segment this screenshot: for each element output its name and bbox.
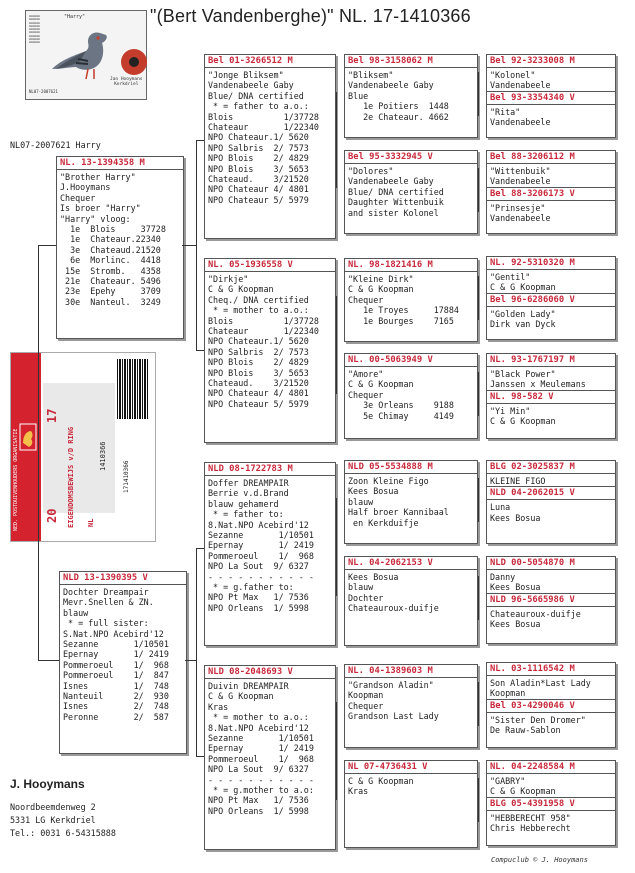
pedigree-line: * = father to: [208,509,284,520]
pedigree-line: Pommeroeul 1/ 847 [63,670,169,681]
pedigree-line: 1e Chateaur.22340 [60,234,161,245]
gg-grandparent-pair-6: NLD 00-5054870 M Danny Kees Bosua NLD 96-5665986 V Chateauroux-duifje Kees Bosua [486,556,616,644]
pedigree-line: Chequer [60,192,96,203]
pedigree-line: NPO Blois 2/ 4829 [208,357,309,368]
pedigree-line: 1e Poitiers 1448 [348,101,449,112]
pedigree-line: 1e Troyes 17884 [348,305,459,316]
pedigree-line: KLEINE FIGO [490,476,546,486]
grandparent-box-3: NLD 08-1722783 M Doffer DREAMPAIR Berrie v.d.Brand blauw gehamerd * = father to: 8.Nat.NPO Acebird'12 Sezanne 1/10501 Epernay 1/ 2419 Pommeroeul 1/ 968 NPO La Sout 9/ 6327 - - - - - - - - - - - * = g.father to: NPO Pt Max 1/ 7536 NPO Orleans 1/ 5998 [204,462,336,646]
pedigree-line: NPO Chateaur 5/ 5979 [208,194,309,205]
pedigree-line: Chateaur 1/22340 [208,326,319,337]
pedigree-line: Epernay 1/ 2419 [63,649,169,660]
pedigree-line: Dochter Dreampair [63,587,149,597]
pedigree-line: Blue/ DNA certified [208,90,304,101]
pedigree-line: 21e Chateaur. 5496 [60,276,161,287]
pedigree-line: "Kolonel" [490,70,536,80]
pedigree-line: Kees Bosua [490,619,541,630]
pedigree-line: NPO La Sout 9/ 6327 [208,764,309,775]
pedigree-line: 2e Chateaur. 4662 [348,111,449,122]
great-grandparent-box-2: Bel 95-3332945 V "Dolores" Vandenabeele Gaby Blue/ DNA certified Daughter Wittenbuik and sister Kolonel [344,150,478,234]
pedigree-line: Pommeroeul 1/ 968 [208,550,314,561]
pedigree-line: "Harry" vloog: [60,213,131,224]
pedigree-line: 3e Chateaud.21520 [60,244,161,255]
pedigree-line: Vandenabeele Gaby [348,80,434,91]
pedigree-line: Kees Bosua [490,582,541,593]
pedigree-line: and sister Kolonel [348,207,439,218]
page-title: "(Bert Vandenberghe)" NL. 17-1410366 [150,6,471,26]
pedigree-line: NPO Orleans 1/ 5998 [208,805,309,816]
pedigree-line: "Yi Min" [490,405,531,416]
pedigree-line: 8.Nat.NPO Acebird'12 [208,519,309,530]
pedigree-line: Chateauroux-duifje [348,603,439,614]
ring-country: NL [87,518,95,527]
pedigree-line: NPO Salbris 2/ 7573 [208,142,309,153]
pedigree-line: NPO Chateaur.1/ 5620 [208,132,309,143]
pedigree-line: C & G Koopman [490,786,556,797]
pedigree-line: Peronne 2/ 587 [63,711,169,722]
pedigree-line: Chris Hebberecht [490,823,571,834]
pedigree-line: 1e Blois 37728 [60,224,166,235]
pedigree-line: Sezanne 1/10501 [208,530,314,541]
pedigree-line: "Jonge Bliksem" [208,70,284,80]
pedigree-line: C & G Koopman [348,379,414,390]
pedigree-line: Doffer DREAMPAIR [208,478,289,488]
ring-label: EIGENDOMSBEWIJS v/D RING [67,426,75,528]
pedigree-line: Chateaud. 3/21520 [208,378,309,389]
pedigree-line: Duivin DREAMPAIR [208,681,289,691]
pedigree-line: NPO Chateaur 4/ 4801 [208,388,309,399]
pedigree-line: Berrie v.d.Brand [208,488,289,499]
pedigree-line: Janssen x Meulemans [490,379,586,390]
pedigree-line: "GABRY" [490,776,526,786]
grandparent-box-1: Bel 01-3266512 M "Jonge Bliksem" Vandenabeele Gaby Blue/ DNA certified * = father to a.o.: Blois 1/37728 Chateaur 1/22340 NPO Chateaur.1/ 5620 NPO Salbris 2/ 7573 NPO Blois 2/ 4829 NPO Blois 3/ 5653 Chateaud. 3/21520 NPO Chateaur 4/ 4801 NPO Chateaur 5/ 5979 [204,54,336,239]
pedigree-line: De Rauw-Sablon [490,725,561,736]
pedigree-line: * = g.father to: [208,582,294,593]
pedigree-line: Blue/ DNA certified [348,186,444,197]
pedigree-line: Sezanne 1/10501 [208,733,314,744]
pedigree-line: Mevr.Snellen & ZN. [63,597,154,608]
pedigree-line: "Dolores" [348,166,394,176]
pedigree-line: Nanteuil 2/ 930 [63,691,169,702]
pedigree-line: 23e Epehy 3709 [60,286,161,297]
pedigree-line: J.Hooymans [60,182,111,193]
ring-number: 1410366 [99,441,107,471]
pedigree-line: Chequer [348,700,384,711]
pedigree-line: NPO Orleans 1/ 5998 [208,602,309,613]
pedigree-line: "Dirkje" [208,274,249,284]
pigeon-icon [48,25,118,85]
pedigree-line: blauw gehamerd [208,498,279,509]
pedigree-line: blauw [348,582,374,593]
pedigree-line: "Gentil" [490,272,531,282]
pedigree-line: Pommeroeul 1/ 968 [63,659,169,670]
pedigree-line: Kras [348,786,369,797]
pedigree-line: Vandenabeele Gaby [348,176,434,187]
dam-ring: NLD 13-1390395 V [60,572,186,585]
gg-grandparent-pair-4: NL. 93-1767197 M "Black Power" Janssen x Meulemans NL. 98-582 V "Yi Min" C & G Koopman [486,353,616,439]
great-grandparent-box-7: NL. 04-1389603 M "Grandson Aladin" Koopman Chequer Grandson Last Lady [344,664,478,748]
gg-grandparent-pair-1: Bel 92-3233008 M "Kolonel" Vandenabeele Bel 93-3354340 V "Rita" Vandenabeele [486,54,616,138]
lion-emblem-icon [19,423,37,451]
pedigree-line: NPO Chateaur 5/ 5979 [208,398,309,409]
pedigree-line: C & G Koopman [348,776,414,786]
pedigree-line: blauw [348,496,374,507]
pedigree-line: Vandenabeele [490,213,551,224]
pedigree-line: Kras [208,701,229,712]
pedigree-line: C & G Koopman [208,284,274,295]
ring-barcode-number: 171410366 [123,460,130,493]
photo-pigeon-name: "Harry" [64,14,86,20]
pedigree-line: NPO Blois 3/ 5653 [208,367,309,378]
pedigree-line: NPO Blois 2/ 4829 [208,153,309,164]
pedigree-line: Isnes 1/ 748 [63,680,169,691]
pedigree-line: Cheq./ DNA certified [208,294,309,305]
pedigree-line: 8.Nat.NPO Acebird'12 [208,722,309,733]
barcode-icon [117,359,149,419]
great-grandparent-box-1: Bel 98-3158062 M "Bliksem" Vandenabeele Gaby Blue 1e Poitiers 1448 2e Chateaur. 4662 [344,54,478,138]
pedigree-line: "HEBBERECHT 958" [490,812,571,823]
subject-ring-label: NL07-2007621 Harry [10,140,101,150]
pedigree-line: "Prinsesje" [490,202,546,213]
pedigree-line: "Sister Den Dromer" [490,714,586,725]
pedigree-line: * = mother to a.o.: [208,712,309,723]
results-list-mini: ▬▬▬▬▬▬ ▬▬▬▬▬▬ ▬▬▬▬▬▬ ▬▬▬▬▬▬ ▬▬▬▬▬▬ ▬▬▬▬▬▬ ▬▬▬▬▬▬ ▬▬▬▬▬▬ ▬▬▬▬▬▬ [29,14,40,45]
pedigree-line: en Kerkduifje [348,517,419,528]
pedigree-line: Danny [490,572,516,582]
ring-org-label: NED. POSTDUIVENHOUDERS ORGANISATIE [13,428,19,531]
ring-certificate-card [10,352,156,542]
pedigree-line: * = father to a.o.: [208,101,309,112]
pedigree-line: Dirk van Dyck [490,319,556,330]
pedigree-line: "Wittenbuik" [490,166,551,176]
pedigree-line: Blois 1/37728 [208,111,319,122]
great-grandparent-box-6: NL. 04-2062153 V Kees Bosua blauw Dochter Chateauroux-duifje [344,556,478,646]
pedigree-line: NPO Chateaur.1/ 5620 [208,336,309,347]
pedigree-line: Isnes 2/ 748 [63,701,169,712]
pedigree-line: 3e Orleans 9188 [348,400,454,411]
great-grandparent-box-5: NLD 05-5534888 M Zoon Kleine Figo Kees Bosua blauw Half broer Kannibaal en Kerkduifje [344,460,478,544]
pedigree-line: Vandenabeele Gaby [208,80,294,91]
pedigree-line: C & G Koopman [348,284,414,295]
pedigree-line: Chateaur 1/22340 [208,122,319,133]
gg-grandparent-pair-2: Bel 88-3206112 M "Wittenbuik" Vandenabeele Bel 88-3206173 V "Prinsesje" Vandenabeele [486,150,616,234]
pedigree-line: C & G Koopman [208,691,274,702]
grandparent-box-2: NL. 05-1936558 V "Dirkje" C & G Koopman Cheq./ DNA certified * = mother to a.o.: Blois 1/37728 Chateaur 1/22340 NPO Chateaur.1/ 5620 NPO Salbris 2/ 7573 NPO Blois 2/ 4829 NPO Blois 3/ 5653 Chateaud. 3/21520 NPO Chateaur 4/ 4801 NPO Chateaur 5/ 5979 [204,258,336,443]
pedigree-line: "Amore" [348,369,384,379]
pedigree-line: Pommeroeul 1/ 968 [208,753,314,764]
pedigree-line: - - - - - - - - - - - [208,571,314,582]
pedigree-line: Daughter Wittenbuik [348,197,444,208]
pedigree-line: Kees Bosua [490,512,541,523]
grandparent-box-4: NLD 08-2048693 V Duivin DREAMPAIR C & G Koopman Kras * = mother to a.o.: 8.Nat.NPO Acebird'12 Sezanne 1/10501 Epernay 1/ 2419 Pommeroeul 1/ 968 NPO La Sout 9/ 6327 - - - - - - - - - - - * = g.mother to a.o: NPO Pt Max 1/ 7536 NPO Orleans 1/ 5998 [204,665,336,850]
credit-line: Compuclub © J. Hooymans [491,856,588,864]
pedigree-line: "Golden Lady" [490,308,556,319]
gg-grandparent-pair-8: NL. 04-2248584 M "GABRY" C & G Koopman BLG 05-4391958 V "HEBBERECHT 958" Chris Hebberecht [486,760,616,846]
gg-grandparent-pair-5: BLG 02-3025837 M KLEINE FIGO NLD 04-2062015 V Luna Kees Bosua [486,460,616,544]
pedigree-line: "Grandson Aladin" [348,680,434,690]
pedigree-line: NPO Blois 3/ 5653 [208,163,309,174]
pedigree-line: Half broer Kannibaal [348,507,449,518]
pedigree-line: Kees Bosua [348,486,399,497]
pedigree-line: Epernay 1/ 2419 [208,540,314,551]
pedigree-line: 5e Chimay 4149 [348,410,454,421]
pedigree-line: Vandenabeele [490,80,551,91]
pedigree-line: Chateauroux-duifje [490,608,581,619]
photo-owner: Jan Hooymans Kerkdriel [110,77,143,87]
great-grandparent-box-8: NL 07-4736431 V C & G Koopman Kras [344,760,478,848]
pedigree-line: "Bliksem" [348,70,394,80]
photo-ring: NL07-2007621 [29,89,58,94]
pigeon-photo [25,10,147,100]
breeder-phone: Tel.: 0031 6-54315888 [10,828,116,838]
breeder-address-2: 5331 LG Kerkdriel [10,815,96,825]
pedigree-line: * = mother to a.o.: [208,305,309,316]
ring-year-right: 17 [45,408,59,423]
pedigree-line: Blue [348,90,369,101]
pedigree-line: blauw [63,607,89,618]
pedigree-line: NPO Salbris 2/ 7573 [208,346,309,357]
pedigree-line: Blois 1/37728 [208,315,319,326]
dam-box [59,571,187,754]
pedigree-line: * = full sister: [63,618,149,629]
pedigree-line: Son Aladin*Last Lady [490,678,591,688]
pedigree-line: "Black Power" [490,369,556,379]
pedigree-line: Chequer [348,389,384,400]
pedigree-line: Epernay 1/ 2419 [208,743,314,754]
pedigree-line: Grandson Last Lady [348,711,439,722]
pedigree-line: Zoon Kleine Figo [348,476,429,486]
pedigree-line: 15e Stromb. 4358 [60,265,161,276]
great-grandparent-box-4: NL. 00-5063949 V "Amore" C & G Koopman Chequer 3e Orleans 9188 5e Chimay 4149 [344,353,478,439]
pedigree-line: 30e Nanteul. 3249 [60,296,161,307]
pedigree-line: Vandenabeele [490,176,551,187]
pedigree-line: NPO Pt Max 1/ 7536 [208,592,309,603]
pedigree-line: Koopman [348,690,384,701]
pedigree-line: 1e Bourges 7165 [348,315,454,326]
pedigree-line: - - - - - - - - - - - [208,774,314,785]
pedigree-line: S.Nat.NPO Acebird'12 [63,628,164,639]
great-grandparent-box-3: NL. 98-1821416 M "Kleine Dirk" C & G Koopman Chequer 1e Troyes 17884 1e Bourges 7165 [344,258,478,342]
pedigree-line: "Kleine Dirk" [348,274,414,284]
breeder-address-1: Noordbeemdenweg 2 [10,802,96,812]
pedigree-line: * = g.mother to a.o: [208,785,314,796]
pedigree-line: "Brother Harry" [60,172,136,182]
sire-box [56,156,184,339]
pedigree-line: Chateaud. 3/21520 [208,174,309,185]
pedigree-line: Luna [490,502,511,513]
pedigree-line: Kees Bosua [348,572,399,582]
pedigree-line: Dochter [348,592,384,603]
ring-year-left: 20 [45,508,59,523]
pedigree-line: C & G Koopman [490,282,556,293]
pedigree-line: NPO Chateaur 4/ 4801 [208,184,309,195]
gg-grandparent-pair-3: NL. 92-5310320 M "Gentil" C & G Koopman Bel 96-6286060 V "Golden Lady" Dirk van Dyck [486,256,616,340]
pedigree-line: Sezanne 1/10501 [63,639,169,650]
pedigree-line: Chequer [348,294,384,305]
gg-grandparent-pair-7: NL. 03-1116542 M Son Aladin*Last Lady Koopman Bel 03-4290046 V "Sister Den Dromer" De Rauw-Sablon [486,662,616,748]
sire-ring: NL. 13-1394358 M [57,157,183,170]
pedigree-line: NPO Pt Max 1/ 7536 [208,795,309,806]
pedigree-line: C & G Koopman [490,416,556,427]
pedigree-line: Vandenabeele [490,117,551,128]
breeder-name: J. Hooymans [10,777,85,791]
pedigree-line: "Rita" [490,106,521,117]
pedigree-line: Is broer "Harry" [60,203,141,214]
pedigree-line: NPO La Sout 9/ 6327 [208,561,309,572]
pedigree-line: 6e Morlinc. 4418 [60,255,161,266]
pedigree-line: Koopman [490,688,526,699]
